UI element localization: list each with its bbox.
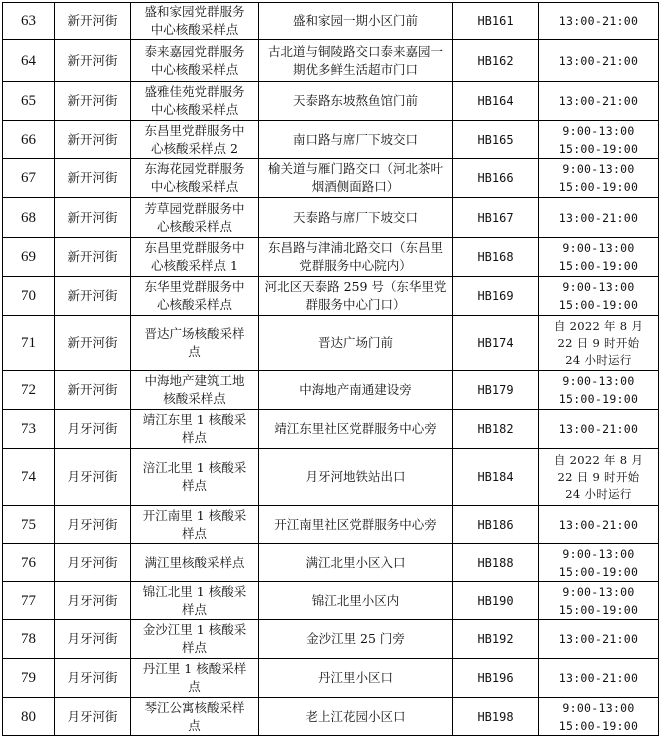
table-row <box>3 316 659 371</box>
hours-cell: 13:00-21:00 <box>539 410 659 449</box>
address-cell: 月牙河地铁站出口 <box>259 449 453 506</box>
sampling-points-table <box>2 2 659 736</box>
table-body <box>3 3 659 736</box>
hours-cell: 自 2022 年 8 月 22 日 9 时开始 24 小时运行 <box>539 449 659 506</box>
row-number: 65 <box>3 82 55 121</box>
hours-cell: 13:00-21:00 <box>539 82 659 121</box>
address-cell: 天泰路东坡熬鱼馆门前 <box>259 82 453 121</box>
address-cell: 丹江里小区口 <box>259 659 453 698</box>
hours-cell: 9:00-13:00 15:00-19:00 <box>539 238 659 277</box>
row-number: 77 <box>3 582 55 620</box>
site-code-cell: HB167 <box>453 198 539 238</box>
site-name-cell: 开江南里 1 核酸采 样点 <box>131 506 259 544</box>
table-row <box>3 40 659 82</box>
table-row <box>3 371 659 410</box>
table-row <box>3 544 659 582</box>
table-row <box>3 277 659 316</box>
site-code-cell: HB196 <box>453 659 539 698</box>
address-cell: 古北道与铜陵路交口泰来嘉园一 期优多鲜生活超市门口 <box>259 40 453 82</box>
row-number: 78 <box>3 620 55 659</box>
street-cell: 月牙河街 <box>55 449 131 506</box>
site-name-cell: 东昌里党群服务中 心核酸采样点 2 <box>131 121 259 159</box>
site-name-cell: 东华里党群服务中 心核酸采样点 <box>131 277 259 316</box>
site-code-cell: HB198 <box>453 698 539 736</box>
address-cell: 靖江东里社区党群服务中心旁 <box>259 410 453 449</box>
site-name-cell: 盛雅佳苑党群服务 中心核酸采样点 <box>131 82 259 121</box>
site-name-cell: 涪江北里 1 核酸采 样点 <box>131 449 259 506</box>
hours-cell: 9:00-13:00 15:00-19:00 <box>539 371 659 410</box>
site-name-cell: 满江里核酸采样点 <box>131 544 259 582</box>
row-number: 76 <box>3 544 55 582</box>
row-number: 79 <box>3 659 55 698</box>
table-row <box>3 582 659 620</box>
address-cell: 开江南里社区党群服务中心旁 <box>259 506 453 544</box>
address-cell: 晋达广场门前 <box>259 316 453 371</box>
row-number: 70 <box>3 277 55 316</box>
street-cell: 月牙河街 <box>55 506 131 544</box>
site-code-cell: HB188 <box>453 544 539 582</box>
site-name-cell: 琴江公寓核酸采样 点 <box>131 698 259 736</box>
address-cell: 老上江花园小区口 <box>259 698 453 736</box>
site-name-cell: 东海花园党群服务 中心核酸采样点 <box>131 159 259 198</box>
hours-cell: 13:00-21:00 <box>539 659 659 698</box>
site-name-cell: 锦江北里 1 核酸采 样点 <box>131 582 259 620</box>
street-cell: 月牙河街 <box>55 582 131 620</box>
site-code-cell: HB162 <box>453 40 539 82</box>
site-code-cell: HB186 <box>453 506 539 544</box>
hours-cell: 13:00-21:00 <box>539 40 659 82</box>
row-number: 72 <box>3 371 55 410</box>
hours-cell: 9:00-13:00 15:00-19:00 <box>539 544 659 582</box>
row-number: 75 <box>3 506 55 544</box>
hours-cell: 9:00-13:00 15:00-19:00 <box>539 121 659 159</box>
hours-cell: 13:00-21:00 <box>539 3 659 40</box>
address-cell: 河北区天泰路 259 号（东华里党 群服务中心门口） <box>259 277 453 316</box>
address-cell: 满江北里小区入口 <box>259 544 453 582</box>
table-row <box>3 410 659 449</box>
table-row <box>3 506 659 544</box>
street-cell: 新开河街 <box>55 82 131 121</box>
street-cell: 新开河街 <box>55 3 131 40</box>
table-row <box>3 159 659 198</box>
hours-cell: 13:00-21:00 <box>539 506 659 544</box>
table-row <box>3 698 659 736</box>
street-cell: 月牙河街 <box>55 544 131 582</box>
row-number: 69 <box>3 238 55 277</box>
street-cell: 新开河街 <box>55 316 131 371</box>
site-name-cell: 中海地产建筑工地 核酸采样点 <box>131 371 259 410</box>
site-name-cell: 盛和家园党群服务 中心核酸采样点 <box>131 3 259 40</box>
row-number: 67 <box>3 159 55 198</box>
row-number: 66 <box>3 121 55 159</box>
address-cell: 锦江北里小区内 <box>259 582 453 620</box>
address-cell: 中海地产南通建设旁 <box>259 371 453 410</box>
row-number: 71 <box>3 316 55 371</box>
table-row <box>3 238 659 277</box>
table-row <box>3 659 659 698</box>
address-cell: 东昌路与津浦北路交口（东昌里 党群服务中心院内） <box>259 238 453 277</box>
table-row <box>3 449 659 506</box>
site-code-cell: HB165 <box>453 121 539 159</box>
hours-cell: 9:00-13:00 15:00-19:00 <box>539 159 659 198</box>
street-cell: 新开河街 <box>55 40 131 82</box>
street-cell: 新开河街 <box>55 121 131 159</box>
site-code-cell: HB174 <box>453 316 539 371</box>
row-number: 68 <box>3 198 55 238</box>
hours-cell: 13:00-21:00 <box>539 198 659 238</box>
address-cell: 榆关道与雁门路交口（河北茶叶 烟酒侧面路口） <box>259 159 453 198</box>
site-name-cell: 金沙江里 1 核酸采 样点 <box>131 620 259 659</box>
street-cell: 新开河街 <box>55 371 131 410</box>
hours-cell: 13:00-21:00 <box>539 620 659 659</box>
site-code-cell: HB184 <box>453 449 539 506</box>
street-cell: 月牙河街 <box>55 659 131 698</box>
table-row <box>3 620 659 659</box>
site-code-cell: HB179 <box>453 371 539 410</box>
site-name-cell: 丹江里 1 核酸采样 点 <box>131 659 259 698</box>
table-row <box>3 198 659 238</box>
hours-cell: 9:00-13:00 15:00-19:00 <box>539 582 659 620</box>
site-code-cell: HB169 <box>453 277 539 316</box>
table-row <box>3 82 659 121</box>
site-name-cell: 芳草园党群服务中 心核酸采样点 <box>131 198 259 238</box>
street-cell: 新开河街 <box>55 198 131 238</box>
address-cell: 南口路与席厂下坡交口 <box>259 121 453 159</box>
site-code-cell: HB164 <box>453 82 539 121</box>
row-number: 80 <box>3 698 55 736</box>
site-name-cell: 东昌里党群服务中 心核酸采样点 1 <box>131 238 259 277</box>
hours-cell: 自 2022 年 8 月 22 日 9 时开始 24 小时运行 <box>539 316 659 371</box>
table-row <box>3 3 659 40</box>
site-name-cell: 靖江东里 1 核酸采 样点 <box>131 410 259 449</box>
street-cell: 月牙河街 <box>55 620 131 659</box>
row-number: 64 <box>3 40 55 82</box>
site-name-cell: 晋达广场核酸采样 点 <box>131 316 259 371</box>
row-number: 73 <box>3 410 55 449</box>
site-name-cell: 泰来嘉园党群服务 中心核酸采样点 <box>131 40 259 82</box>
site-code-cell: HB168 <box>453 238 539 277</box>
table-row <box>3 121 659 159</box>
site-code-cell: HB192 <box>453 620 539 659</box>
street-cell: 新开河街 <box>55 238 131 277</box>
site-code-cell: HB166 <box>453 159 539 198</box>
street-cell: 月牙河街 <box>55 410 131 449</box>
site-code-cell: HB190 <box>453 582 539 620</box>
hours-cell: 9:00-13:00 15:00-19:00 <box>539 698 659 736</box>
row-number: 74 <box>3 449 55 506</box>
street-cell: 新开河街 <box>55 277 131 316</box>
site-code-cell: HB182 <box>453 410 539 449</box>
site-code-cell: HB161 <box>453 3 539 40</box>
address-cell: 天泰路与席厂下坡交口 <box>259 198 453 238</box>
address-cell: 盛和家园一期小区门前 <box>259 3 453 40</box>
street-cell: 新开河街 <box>55 159 131 198</box>
address-cell: 金沙江里 25 门旁 <box>259 620 453 659</box>
street-cell: 月牙河街 <box>55 698 131 736</box>
row-number: 63 <box>3 3 55 40</box>
hours-cell: 9:00-13:00 15:00-19:00 <box>539 277 659 316</box>
